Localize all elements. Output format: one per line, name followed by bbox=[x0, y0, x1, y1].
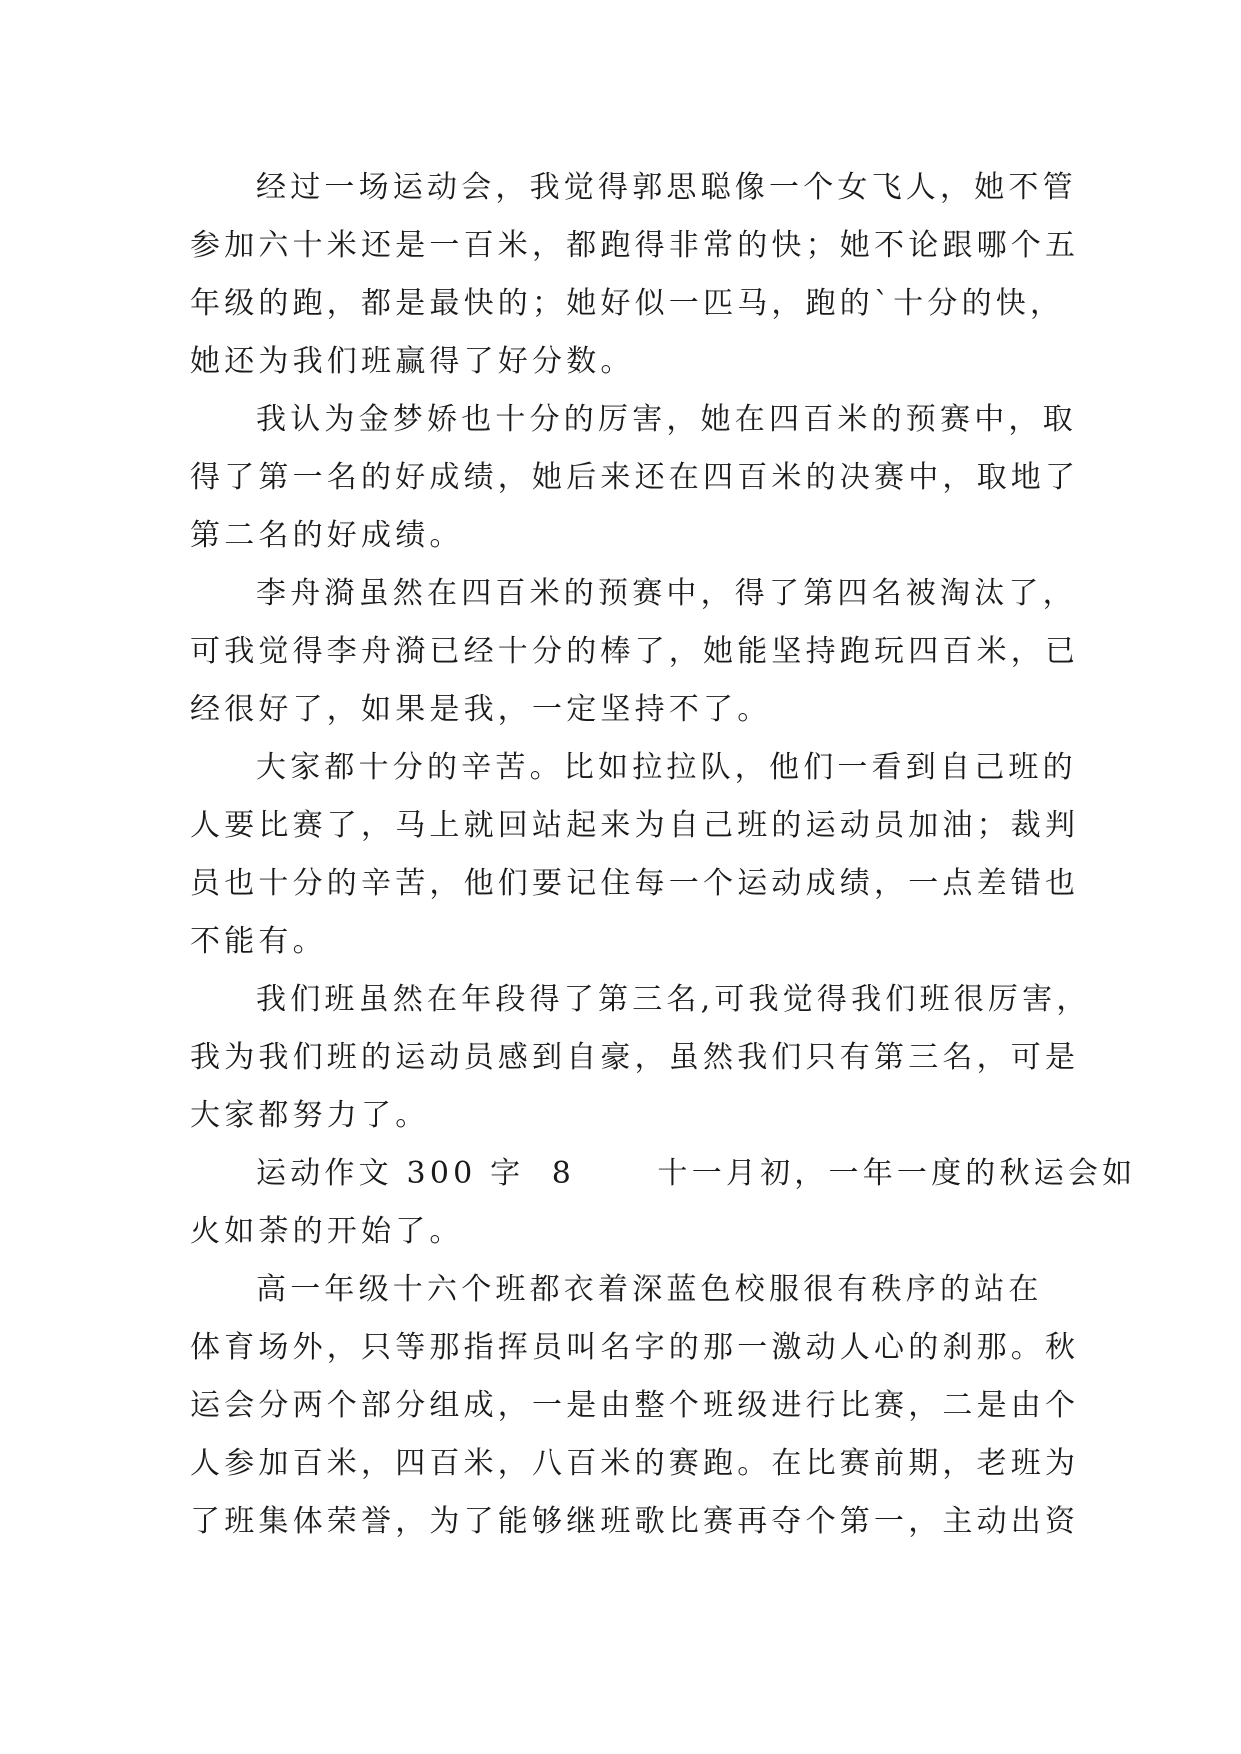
text-line: 经过一场运动会，我觉得郭思聪像一个女飞人，她不管 bbox=[256, 170, 1077, 205]
text-line: 我认为金梦娇也十分的厉害，她在四百米的预赛中，取 bbox=[256, 402, 1077, 437]
text-line: 参加六十米还是一百米，都跑得非常的快；她不论跟哪个五 bbox=[190, 228, 1080, 263]
text-line: 人要比赛了，马上就回站起来为自己班的运动员加油；裁判 bbox=[190, 808, 1080, 843]
text-line: 了班集体荣誉，为了能够继班歌比赛再夺个第一，主动出资 bbox=[190, 1504, 1080, 1539]
text-line: 体育场外，只等那指挥员叫名字的那一激动人心的刹那。秋 bbox=[190, 1330, 1080, 1365]
text-line: 高一年级十六个班都衣着深蓝色校服很有秩序的站在 bbox=[256, 1272, 1043, 1307]
text-line: 我为我们班的运动员感到自豪，虽然我们只有第三名，可是 bbox=[190, 1040, 1080, 1075]
text-line: 李舟漪虽然在四百米的预赛中，得了第四名被淘汰了， bbox=[256, 576, 1077, 611]
text-line: 运会分两个部分组成，一是由整个班级进行比赛，二是由个 bbox=[190, 1388, 1080, 1423]
text-line: 我们班虽然在年段得了第三名,可我觉得我们班很厉害， bbox=[256, 982, 1091, 1017]
text-line: 人参加百米，四百米，八百米的赛跑。在比赛前期，老班为 bbox=[190, 1446, 1080, 1481]
text-line: 不能有。 bbox=[190, 924, 327, 959]
text-line: 火如荼的开始了。 bbox=[190, 1214, 464, 1249]
text-line: 她还为我们班赢得了好分数。 bbox=[190, 344, 635, 379]
text-line: 第二名的好成绩。 bbox=[190, 518, 464, 553]
text-line: 大家都努力了。 bbox=[190, 1098, 430, 1133]
text-line: 年级的跑，都是最快的；她好似一匹马，跑的`十分的快， bbox=[190, 286, 1065, 321]
text-line: 大家都十分的辛苦。比如拉拉队，他们一看到自己班的 bbox=[256, 750, 1077, 785]
text-line: 员也十分的辛苦，他们要记住每一个运动成绩，一点差错也 bbox=[190, 866, 1080, 901]
text-line: 得了第一名的好成绩，她后来还在四百米的决赛中，取地了 bbox=[190, 460, 1080, 495]
text-line: 经很好了，如果是我，一定坚持不了。 bbox=[190, 692, 772, 727]
text-line: 运动作文 300 字 8 十一月初，一年一度的秋运会如 bbox=[256, 1156, 1137, 1191]
text-line: 可我觉得李舟漪已经十分的棒了，她能坚持跑玩四百米，已 bbox=[190, 634, 1080, 669]
